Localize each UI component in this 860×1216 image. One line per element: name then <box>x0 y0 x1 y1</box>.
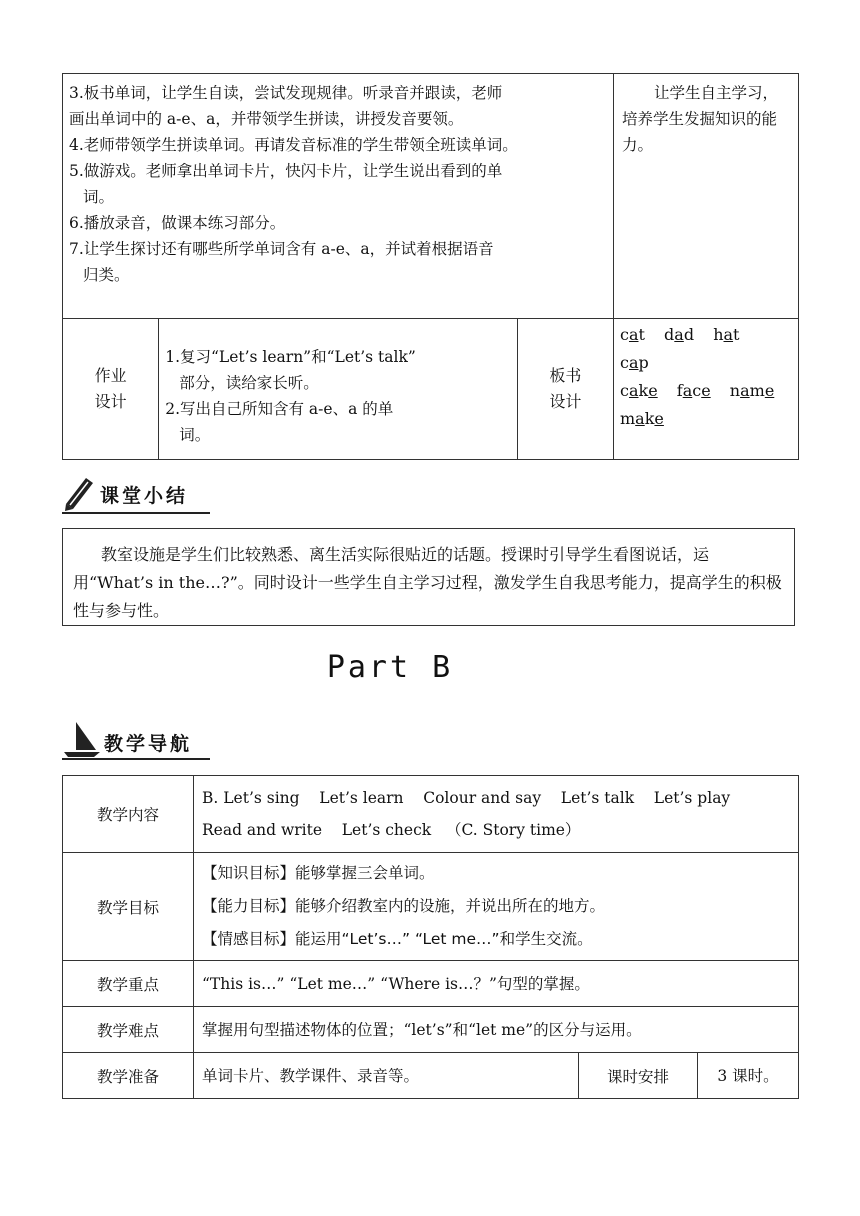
preparation-label: 教学准备 <box>63 1053 194 1099</box>
difficulty-label: 教学难点 <box>63 1007 194 1053</box>
board-label-cell <box>517 319 613 460</box>
schedule-label: 课时安排 <box>579 1053 698 1099</box>
summary-box <box>62 528 795 626</box>
key-point-label: 教学重点 <box>63 961 194 1007</box>
lesson-steps-table <box>62 73 799 460</box>
board-word-vowel: a <box>628 353 639 372</box>
step-line: 4.老师带领学生拼读单词。再请发音标准的学生带领全班读单词。 <box>69 136 518 154</box>
nav-section-underline <box>62 758 210 760</box>
board-label: 板书 <box>549 366 582 385</box>
board-design-cell <box>614 319 799 460</box>
content-cell <box>194 776 799 853</box>
board-row <box>620 321 792 377</box>
board-word: cat <box>620 325 645 344</box>
homework-label: 作业 <box>94 366 127 385</box>
difficulty-text: 掌握用句型描述物体的位置；“let’s”和“let me”的区分与运用。 <box>194 1007 799 1053</box>
board-word-vowel: a <box>628 325 639 344</box>
homework-label: 设计 <box>94 392 127 411</box>
step-line: 归类。 <box>83 266 130 284</box>
goal-line: 【能力目标】能够介绍教室内的设施，并说出所在的地方。 <box>202 897 606 915</box>
step-line: 6.播放录音，做课本练习部分。 <box>69 214 286 232</box>
board-label: 设计 <box>549 392 582 411</box>
design-aim-text: 让学生自主学习，培养学生发掘知识的能力。 <box>622 84 779 154</box>
homework-line: 2.写出自己所知含有 a-e、a 的单 <box>165 400 394 418</box>
goal-line: 【知识目标】能够掌握三会单词。 <box>202 864 435 882</box>
schedule-value: 3 课时。 <box>698 1053 799 1099</box>
summary-section-underline <box>62 512 210 514</box>
summary-section-title: 课堂小结 <box>100 485 189 507</box>
board-word: face <box>676 381 711 400</box>
homework-cell <box>159 319 518 460</box>
step-line: 画出单词中的 a-e、a，并带领学生拼读，讲授发音要领。 <box>69 110 464 128</box>
preparation-text: 单词卡片、教学课件、录音等。 <box>194 1053 579 1099</box>
board-row <box>620 377 792 433</box>
homework-label-cell <box>63 319 159 460</box>
board-word: cake <box>620 381 658 400</box>
content-line: Read and write Let’s check （C. Story time） <box>202 821 581 839</box>
board-word: dad <box>664 325 695 344</box>
board-word-vowel: e <box>701 381 711 400</box>
board-word-vowel: a <box>723 325 734 344</box>
step-line: 3.板书单词，让学生自读，尝试发现规律。听录音并跟读，老师 <box>69 84 503 102</box>
board-word-vowel: e <box>764 381 775 400</box>
board-word-vowel: a <box>740 381 750 400</box>
pencil-icon <box>62 474 96 512</box>
content-label: 教学内容 <box>63 776 194 853</box>
sailboat-icon <box>62 720 102 758</box>
summary-section-header <box>62 474 188 512</box>
goal-line: 【情感目标】能运用“Let’s…” “Let me…”和学生交流。 <box>202 930 593 948</box>
board-word: name <box>729 381 775 400</box>
board-word-vowel: a <box>674 325 684 344</box>
board-word: hat <box>713 325 740 344</box>
design-aim-cell <box>614 74 799 319</box>
step-line: 5.做游戏。老师拿出单词卡片，快闪卡片，让学生说出看到的单 <box>69 162 503 180</box>
nav-section-header <box>62 720 192 758</box>
step-line: 词。 <box>83 188 115 206</box>
part-title: Part B <box>326 650 454 685</box>
board-word-vowel: a <box>628 381 639 400</box>
step-line: 7.让学生探讨还有哪些所学单词含有 a-e、a，并试着根据语音 <box>69 240 494 258</box>
content-line: B. Let’s sing Let’s learn Colour and say Let’s talk Let’s play <box>202 789 731 807</box>
summary-text: 教室设施是学生们比较熟悉、离生活实际很贴近的话题。授课时引导学生看图说话，运用“What’s in the…?”。同时设计一些学生自主学习过程，激发学生自我思考能力，提高学生的积极性与参与性。 <box>73 545 782 620</box>
teaching-steps-cell <box>63 74 614 319</box>
board-word-vowel: e <box>648 381 658 400</box>
goal-label: 教学目标 <box>63 853 194 961</box>
goal-cell <box>194 853 799 961</box>
board-word-vowel: a <box>635 409 645 428</box>
teaching-nav-table <box>62 775 799 1099</box>
nav-section-title: 教学导航 <box>104 733 193 755</box>
board-word: cap <box>620 353 649 372</box>
homework-line: 词。 <box>179 426 211 444</box>
board-word-vowel: e <box>654 409 664 428</box>
key-point-text: “This is…” “Let me…” “Where is…？”句型的掌握。 <box>194 961 799 1007</box>
homework-line: 1.复习“Let’s learn”和“Let’s talk” <box>165 348 416 366</box>
homework-line: 部分，读给家长听。 <box>179 374 319 392</box>
board-word-vowel: a <box>682 381 693 400</box>
board-word: make <box>620 409 664 428</box>
